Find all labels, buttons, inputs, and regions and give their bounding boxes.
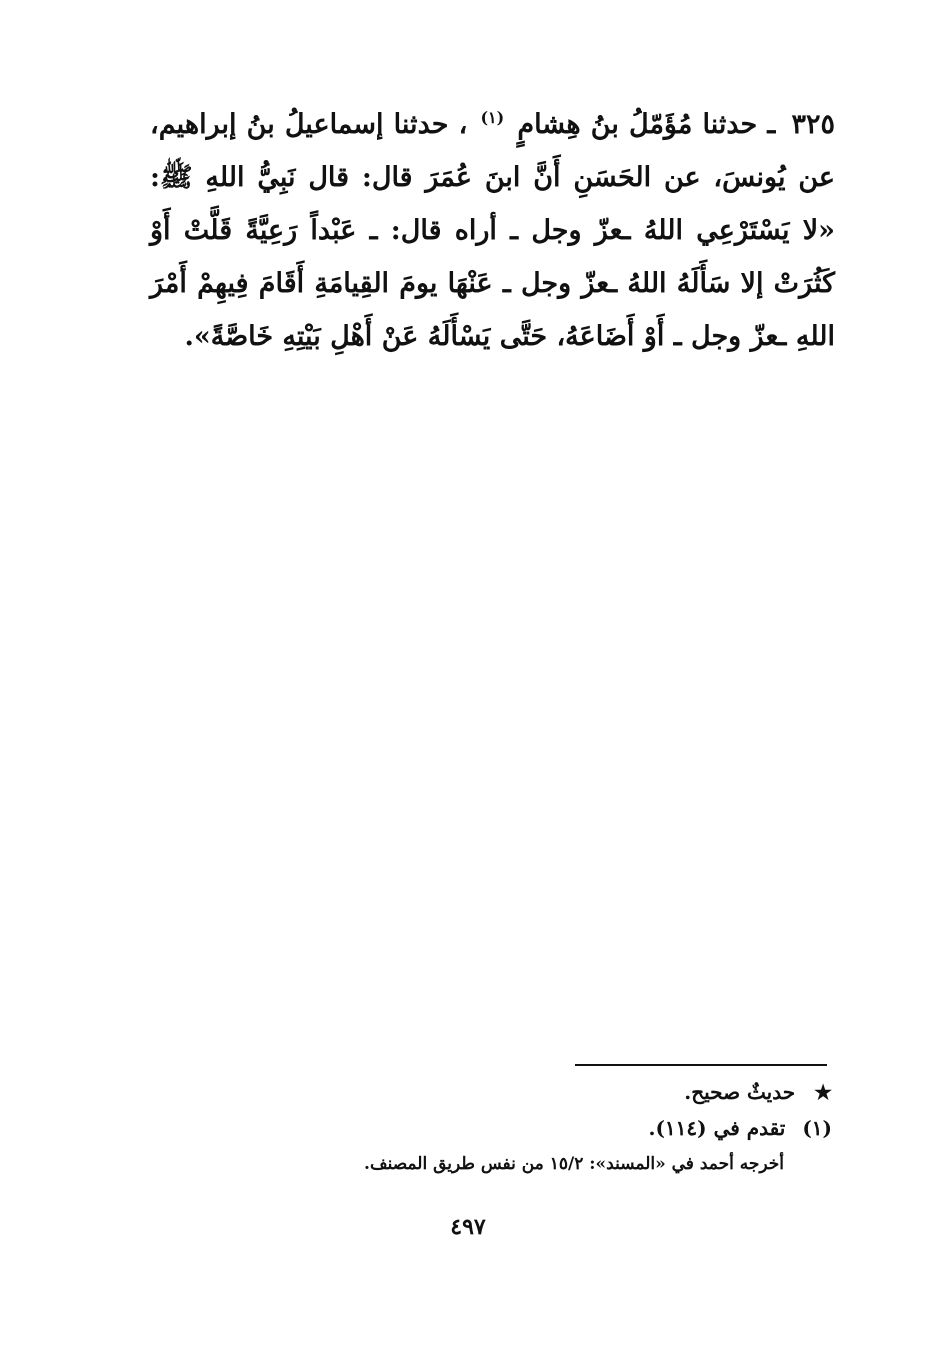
footnotes-section <box>300 1074 832 1182</box>
hadith-dash: ـ <box>767 109 776 140</box>
hadith-paragraph <box>150 98 835 363</box>
footnote-1-source: أخرجه أحمد في «المسند»: ١٥/٢ من نفس طريق المصنف. <box>364 1154 784 1174</box>
hadith-number: ٣٢٥ <box>791 109 835 140</box>
footnote-1-text: تقدم في (١١٤). <box>648 1116 786 1140</box>
star-icon: ★ <box>814 1080 832 1104</box>
footnote-1-marker: (١) <box>802 1116 832 1140</box>
footnote-divider <box>575 1064 827 1066</box>
footnote-star <box>300 1074 832 1110</box>
page-number: ٤٩٧ <box>450 1214 486 1240</box>
footnote-1 <box>300 1110 832 1146</box>
footnote-star-text: حديثٌ صحيح. <box>684 1080 796 1104</box>
hadith-text-body: ، حدثنا إسماعيلُ بنُ إبراهيم، عن يُونسَ، عن الحَسَنِ أَنَّ ابنَ عُمَرَ قال: قال نَبِيُّ اللهِ ﷺ: «لا يَسْتَرْعِي اللهُ ـعزّ وجل ـ أراه قال: ـ عَبْداً رَعِيَّةً قَلَّتْ أَوْ كَثُرَتْ إلا سَأَلَهُ اللهُ ـعزّ وجل ـ عَنْهَا يومَ القِيامَةِ أَقَامَ فِيهِمْ أَمْرَ اللهِ ـعزّ وجل ـ أَوْ أَضَاعَهُ، حَتَّى يَسْأَلَهُ عَنْ أَهْلِ بَيْتِهِ خَاصَّةً». <box>150 109 835 352</box>
footnote-reference: (١) <box>480 108 505 127</box>
hadith-text-opening: حدثنا مُؤَمّلُ بنُ هِشامٍ <box>517 109 758 140</box>
